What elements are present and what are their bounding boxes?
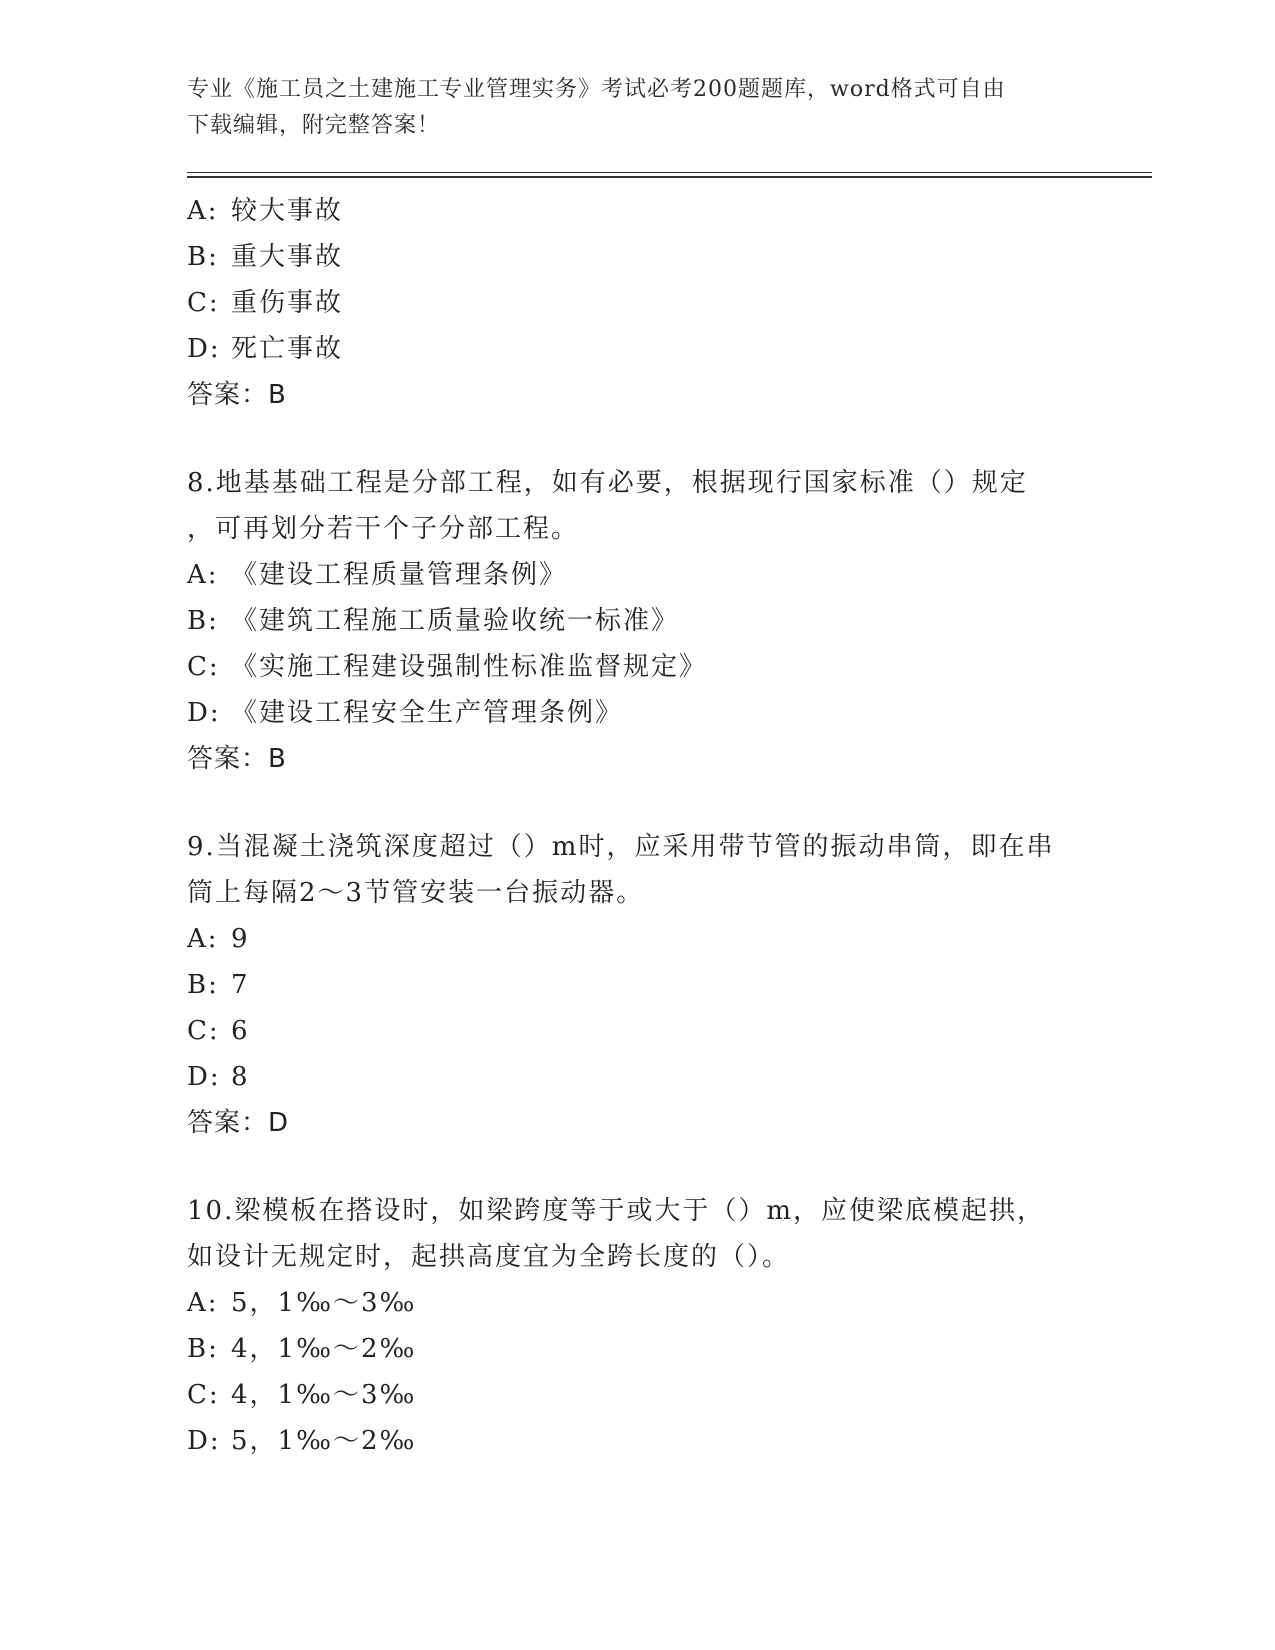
question-stem-line: 9.当混凝土浇筑深度超过（）m时，应采用带节管的振动串筒，即在串 [187,832,1055,862]
question-9 [187,824,1087,1146]
question-stem-line: 8.地基基础工程是分部工程，如有必要，根据现行国家标准（）规定 [187,468,1028,498]
question-8 [187,460,1087,782]
option-d: D: 死亡事故 [187,334,344,364]
question-list [187,188,1087,1464]
header-line-2: 下载编辑，附完整答案！ [187,113,441,138]
question-stem-line: ，可再划分若干个子分部工程。 [187,514,580,544]
option-d: D: 5，1‰～2‰ [187,1426,417,1456]
option-a: A: 9 [187,924,250,954]
option-c: C: 重伤事故 [187,288,344,318]
question-stem-line: 如设计无规定时，起拱高度宜为全跨长度的（）。 [187,1242,791,1272]
option-b: B: 4，1‰～2‰ [187,1334,417,1364]
header-rule-thick [187,176,1152,178]
option-a: A: 《建设工程质量管理条例》 [187,560,568,590]
option-a: A: 5，1‰～3‰ [187,1288,417,1318]
answer: 答案：D [187,1108,290,1138]
option-c: C: 6 [187,1016,250,1046]
header-line-1: 专业《施工员之土建施工专业管理实务》考试必考200题题库，word格式可自由 [187,77,1006,102]
option-a: A: 较大事故 [187,196,344,226]
option-c: C: 4，1‰～3‰ [187,1380,417,1410]
answer: 答案：B [187,744,287,774]
option-b: B: 重大事故 [187,242,344,272]
question-7 [187,188,1087,418]
option-c: C: 《实施工程建设强制性标准监督规定》 [187,652,708,682]
document-header [187,72,1087,144]
question-stem-line: 10.梁模板在搭设时，如梁跨度等于或大于（）m，应使梁底模起拱， [187,1196,1046,1226]
answer: 答案：B [187,380,287,410]
option-b: B: 《建筑工程施工质量验收统一标准》 [187,606,680,636]
option-d: D: 《建设工程安全生产管理条例》 [187,698,624,728]
header-rule-thin [187,172,1152,173]
option-b: B: 7 [187,970,250,1000]
option-d: D: 8 [187,1062,250,1092]
question-stem-line: 筒上每隔2～3节管安装一台振动器。 [187,878,645,908]
question-10 [187,1188,1087,1464]
